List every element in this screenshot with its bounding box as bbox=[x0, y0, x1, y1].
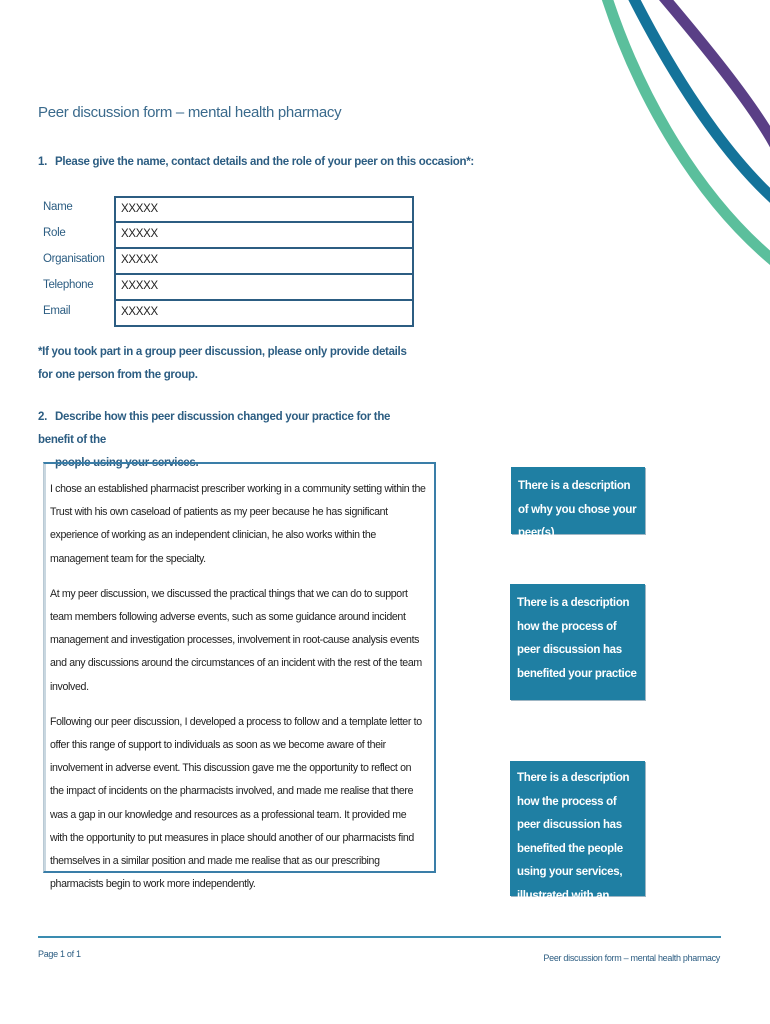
page-title: Peer discussion form – mental health pharmacy bbox=[38, 104, 342, 121]
field-label-name: Name bbox=[43, 201, 73, 213]
question-1-text: Please give the name, contact details and the role of your peer on this occasion*: bbox=[55, 156, 474, 168]
answer-paragraph: I chose an established pharmacist prescriber working in a community setting within the Trust with his own caseload of patients as my peer because he has significant experience of working as an independent clinician, he also works within the management team for the specialty. bbox=[50, 483, 426, 565]
group-discussion-note: *If you took part in a group peer discussion, please only provide details for one person from the group. bbox=[38, 346, 407, 381]
field-label-telephone: Telephone bbox=[43, 279, 94, 291]
answer-paragraph: At my peer discussion, we discussed the practical things that we can do to support team members following adverse events, such as some guidance around incident management and investigation processes, involvement in root-cause analysis events and any discussions around the circumstances of an incident with the rest of the team involved. bbox=[50, 587, 422, 693]
page-number: Page 1 of 1 bbox=[38, 949, 81, 959]
question-1-number: 1. bbox=[38, 156, 47, 168]
question-2-text-line2: people using your services. bbox=[55, 457, 199, 469]
name-field[interactable]: XXXXX bbox=[114, 196, 414, 223]
telephone-field[interactable]: XXXXX bbox=[114, 274, 414, 301]
callout-benefit-practice: There is a description how the process of peer discussion has benefited your practice bbox=[510, 584, 645, 700]
organisation-field[interactable]: XXXXX bbox=[114, 248, 414, 275]
question-2-number: 2. bbox=[38, 411, 47, 423]
callout-benefit-people: There is a description how the process of peer discussion has benefited the people using your services, illustrated with an example bbox=[510, 761, 645, 896]
answer-text-area[interactable] bbox=[43, 462, 436, 891]
answer-paragraph: Following our peer discussion, I developed a process to follow and a template letter to offer this range of support to individuals as soon as we become aware of their involvement in adverse event. This discussion gave me the opportunity to reflect on the impact of incidents on the pharmacists involved, and made me realise that there was a gap in our knowledge and resources as a professional team. It provided me with the opportunity to put measures in place should another of our pharmacists find themselves in a similar position and made me realise that as our prescribing pharmacists begin to work more independently. bbox=[50, 715, 422, 891]
field-label-email: Email bbox=[43, 305, 71, 317]
question-1 bbox=[38, 156, 474, 168]
question-2-text-line1: Describe how this peer discussion changed your practice for the benefit of the bbox=[38, 411, 391, 446]
email-field[interactable]: XXXXX bbox=[114, 300, 414, 327]
footer-divider bbox=[38, 936, 721, 938]
callout-why-peer: There is a description of why you chose your peer(s) bbox=[511, 467, 645, 534]
field-label-role: Role bbox=[43, 227, 66, 239]
footer-title: Peer discussion form – mental health pharmacy bbox=[543, 953, 720, 963]
field-label-organisation: Organisation bbox=[43, 253, 105, 265]
role-field[interactable]: XXXXX bbox=[114, 222, 414, 249]
